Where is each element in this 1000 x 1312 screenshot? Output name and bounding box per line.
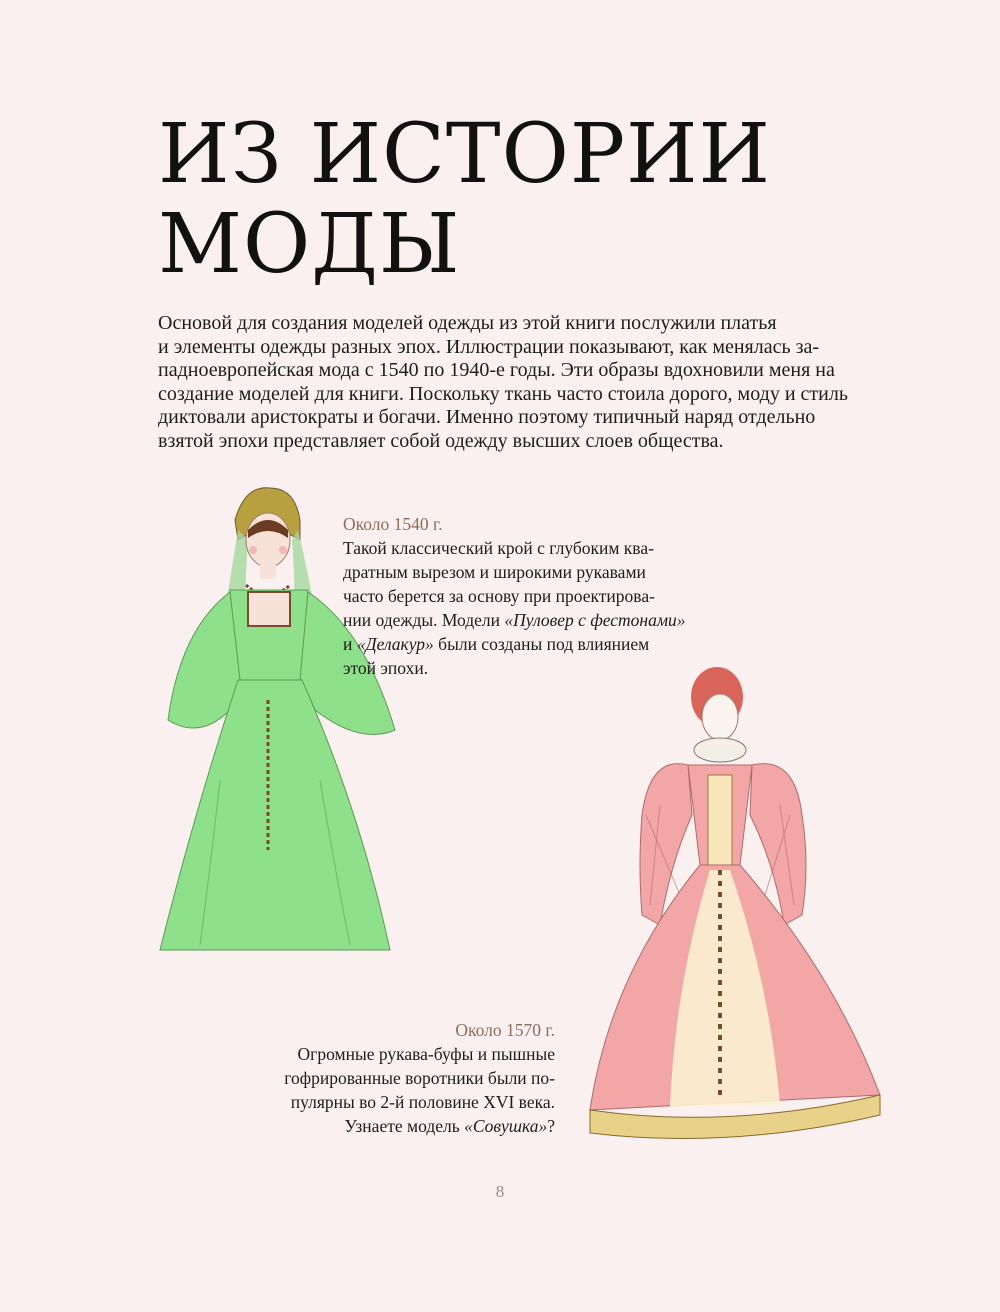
caption-line: Такой классический крой с глубоким ква-: [343, 538, 654, 558]
caption-year: Около 1570 г.: [455, 1020, 555, 1040]
model-name-pullover: «Пуловер с фестонами»: [504, 610, 686, 630]
caption-line: дратным вырезом и широкими рукавами: [343, 562, 646, 582]
caption-line: этой эпохи.: [343, 658, 429, 678]
caption-year: Около 1540 г.: [343, 514, 443, 534]
caption-1570: [284, 1018, 555, 1138]
caption-line: [343, 608, 686, 632]
intro-line: падноевропейская мода с 1540 по 1940-е годы. Эти образы вдохновили меня на: [158, 359, 835, 382]
intro-paragraph: [158, 312, 858, 454]
intro-line: Основой для создания моделей одежды из этой книги послужили платья: [158, 312, 777, 334]
caption-text: ?: [547, 1116, 555, 1136]
caption-text: нии одежды. Модели: [343, 610, 505, 630]
title-line-2: МОДЫ: [158, 197, 461, 292]
intro-line: диктовали аристократы и богачи. Именно поэтому типичный наряд отдельно: [158, 406, 816, 429]
title-line-1: ИЗ ИСТОРИИ: [158, 107, 772, 202]
caption-text: и: [343, 634, 357, 654]
intro-line: создание моделей для книги. Поскольку ткань часто стоила дорого, моду и стиль: [158, 382, 848, 405]
page-number: 8: [495, 1182, 505, 1201]
pink-gown-illustration: [580, 655, 885, 1155]
caption-text: были созданы под влиянием: [433, 634, 650, 654]
caption-line: Огромные рукава-буфы и пышные: [297, 1044, 555, 1064]
intro-line: взятой эпохи представляет собой одежду высших слоев общества.: [158, 429, 724, 452]
model-name-sovushka: «Совушка»: [464, 1116, 548, 1136]
model-name-delacour: «Делакур»: [356, 634, 434, 654]
page-title: [158, 107, 772, 292]
caption-line: пулярны во 2-й половине XVI века.: [290, 1092, 555, 1112]
caption-line: часто берется за основу при проектирова-: [343, 586, 655, 606]
caption-line: [284, 1114, 555, 1138]
caption-text: Узнаете модель: [344, 1116, 465, 1136]
caption-line: гофрированные воротники были по-: [284, 1068, 555, 1088]
caption-line: [343, 632, 686, 656]
intro-line: и элементы одежды разных эпох. Иллюстрации показывают, как менялась за-: [158, 335, 820, 358]
